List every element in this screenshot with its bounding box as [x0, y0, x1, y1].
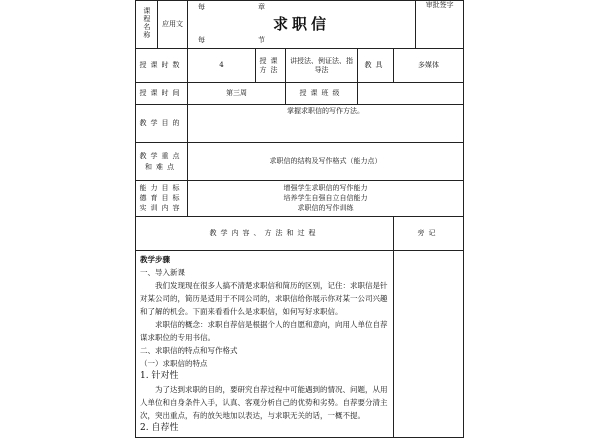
- title-cell: [188, 1, 416, 49]
- class-label: 授课班级: [286, 83, 358, 105]
- ability-goal-label: 能力目标: [139, 184, 184, 193]
- section-mark-1: 每: [198, 36, 205, 45]
- intro-paragraph: 我们发现现在很多人搞不清楚求职信和简历的区别，记住：求职信是针对某公司的，简历是适用于不同公司的，求职信给你展示你对某一公司兴趣和了解的机会。下面来看看什么是求职信，如何写好求职信。: [140, 281, 388, 316]
- method-label: 授课方法: [256, 49, 286, 83]
- keypoints-row: [136, 143, 464, 181]
- goals-label-cell: [136, 181, 188, 217]
- approval-cell: [416, 1, 464, 49]
- moral-goal-value: 培养学生自强自立自信能力: [283, 194, 368, 203]
- header-row: [136, 1, 464, 49]
- notes-cell: [394, 251, 464, 438]
- practice-value: 求职信的写作训练: [297, 203, 354, 212]
- document-title: 求职信: [273, 15, 331, 34]
- method-value: 讲授法、例证法、指导法: [286, 49, 358, 83]
- time-value: 第三周: [188, 83, 286, 105]
- keypoints-label-1: 教学重点: [139, 151, 184, 160]
- course-name-label-cell: [136, 1, 158, 49]
- practice-label: 实训内容: [139, 203, 184, 212]
- lesson-plan-document: [135, 0, 463, 433]
- approval-label: 审批签字: [425, 1, 454, 9]
- keypoints-label-cell: [136, 143, 188, 181]
- tools-value: 多媒体: [394, 49, 464, 83]
- features-subheading: （一）求职信的特点: [140, 359, 208, 368]
- course-name-label: 课程名称: [142, 7, 151, 40]
- time-label: 授课时间: [136, 83, 188, 105]
- notes-label: 旁记: [394, 217, 464, 251]
- objective-label: 教学目的: [136, 105, 188, 143]
- concept-paragraph: 求职信的概念：求职自荐信是根据个人的自愿和意向，向用人单位自荐谋求职位的专用书信。: [140, 320, 388, 342]
- lesson-plan-table: [135, 0, 464, 438]
- steps-heading: 教学步骤: [140, 255, 170, 264]
- hours-value: 4: [188, 49, 256, 83]
- hours-label: 授课时数: [136, 49, 188, 83]
- goals-row: [136, 181, 464, 217]
- body-row: [136, 251, 464, 438]
- point1-paragraph: 为了达到求职的目的，要研究自荐过程中可能遇到的情况、问题，从用人单位和自身条件入手，认真、客观分析自己的优势和劣势。自荐要分清主次，突出重点，有的放矢地加以表达，与求职无关的话，一概不提。: [140, 385, 388, 420]
- section-head-row: [136, 217, 464, 251]
- point1-title: 1. 针对性: [140, 371, 179, 381]
- time-row: [136, 83, 464, 105]
- content-method-process-label: 教学内容、方法和过程: [136, 217, 394, 251]
- keypoints-label-2: 和难点: [145, 162, 178, 171]
- moral-goal-label: 德育目标: [139, 194, 184, 203]
- objective-value: 掌握求职信的写作方法。: [188, 105, 464, 143]
- course-name-value: 应用文: [158, 1, 188, 49]
- features-heading: 二、求职信的特点和写作格式: [140, 346, 238, 355]
- intro-heading: 一、导入新课: [140, 268, 185, 277]
- ability-goal-value: 增强学生求职信的写作能力: [283, 184, 368, 193]
- goals-value-cell: [188, 181, 464, 217]
- class-value: [358, 83, 464, 105]
- point2-title: 2. 自荐性: [140, 423, 179, 433]
- tools-label: 教具: [358, 49, 394, 83]
- keypoints-value: 求职信的结构及写作格式（能力点）: [188, 143, 464, 181]
- chapter-mark-1: 每: [198, 3, 205, 11]
- hours-row: [136, 49, 464, 83]
- chapter-mark-2: 章: [258, 3, 265, 11]
- section-mark-2: 节: [258, 36, 265, 45]
- objective-row: [136, 105, 464, 143]
- teaching-content-cell: [136, 251, 394, 438]
